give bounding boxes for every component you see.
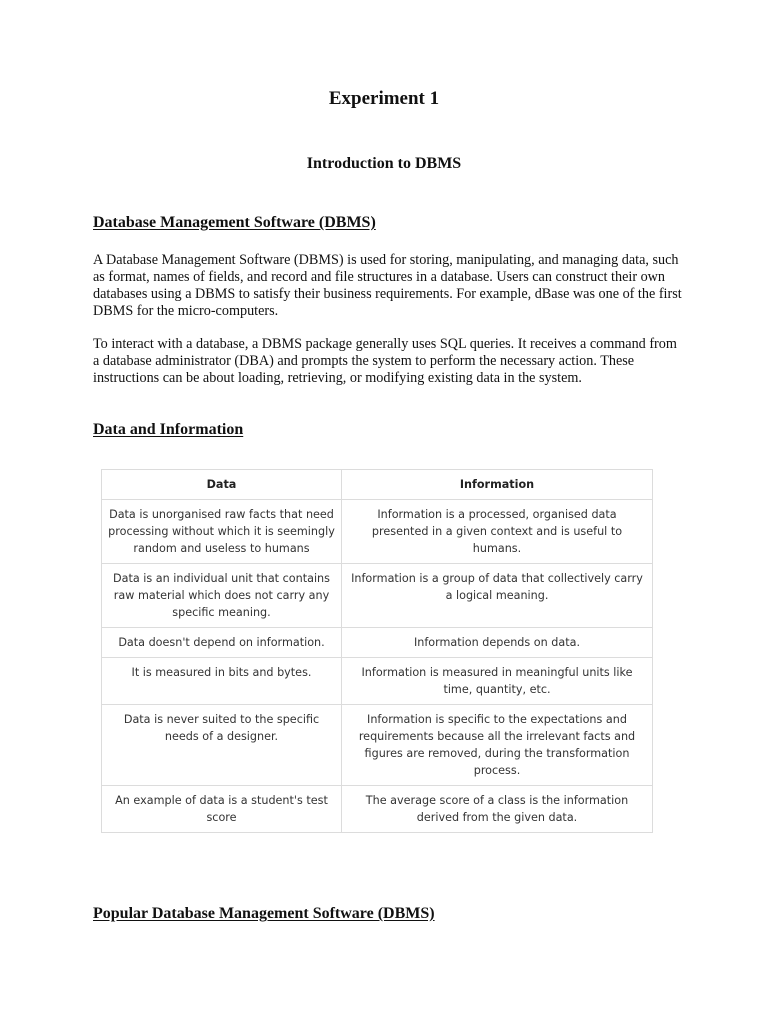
document-subtitle: Introduction to DBMS <box>306 155 462 172</box>
table-cell-data: Data is an individual unit that contains raw material which does not carry any specific meaning. <box>102 564 342 628</box>
column-header-data: Data <box>102 470 342 500</box>
section-heading-dbms: Database Management Software (DBMS) <box>93 214 376 231</box>
table-row <box>102 658 653 705</box>
document-title: Experiment 1 <box>328 88 440 109</box>
table-cell-information: Information depends on data. <box>342 628 653 658</box>
table-row <box>102 705 653 786</box>
table-cell-information: Information is measured in meaningful units like time, quantity, etc. <box>342 658 653 705</box>
table-cell-data: Data doesn't depend on information. <box>102 628 342 658</box>
section-heading-popular-dbms: Popular Database Management Software (DBMS) <box>93 905 435 922</box>
table-row <box>102 564 653 628</box>
table-cell-information: Information is a group of data that collectively carry a logical meaning. <box>342 564 653 628</box>
data-vs-information-table <box>101 469 652 833</box>
table-cell-information: The average score of a class is the information derived from the given data. <box>342 786 653 833</box>
table-header-row <box>102 470 653 500</box>
table-row <box>102 500 653 564</box>
table-cell-data: It is measured in bits and bytes. <box>102 658 342 705</box>
paragraph-dbms-interaction: To interact with a database, a DBMS package generally uses SQL queries. It receives a command from a database administrator (DBA) and prompts the system to perform the necessary action. These instructions can be about loading, retrieving, or modifying existing data in the system. <box>93 336 677 386</box>
table-cell-data: Data is unorganised raw facts that need processing without which it is seemingly random and useless to humans <box>102 500 342 564</box>
section-heading-data-information: Data and Information <box>93 421 244 438</box>
table-cell-information: Information is a processed, organised data presented in a given context and is useful to humans. <box>342 500 653 564</box>
table-cell-data: An example of data is a student's test score <box>102 786 342 833</box>
table-row <box>102 786 653 833</box>
table-cell-information: Information is specific to the expectations and requirements because all the irrelevant facts and figures are removed, during the transformation process. <box>342 705 653 786</box>
paragraph-dbms-definition: A Database Management Software (DBMS) is used for storing, manipulating, and managing data, such as format, names of fields, and record and file structures in a database. Users can construct their own databases using a DBMS to satisfy their business requirements. For example, dBase was one of the first DBMS for the micro-computers. <box>93 252 682 319</box>
table-row <box>102 628 653 658</box>
table-cell-data: Data is never suited to the specific needs of a designer. <box>102 705 342 786</box>
column-header-information: Information <box>342 470 653 500</box>
